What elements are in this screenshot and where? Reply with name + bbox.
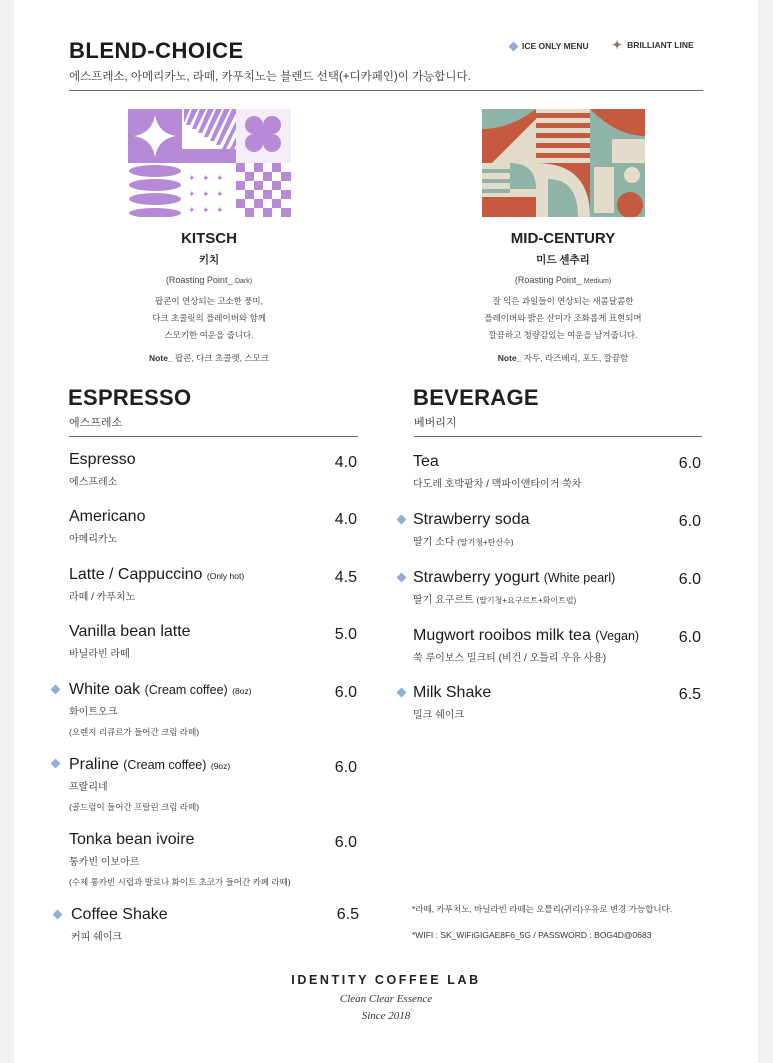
oat-milk-note: *라떼, 카푸치노, 바닐라빈 라떼는 오틀리(귀리)우유로 변경 가능합니다. <box>412 904 673 914</box>
item-description: (수제 통카빈 시럽과 발로나 화이트 초코가 들어간 카페 라떼) <box>69 877 291 887</box>
ice-only-diamond-icon <box>51 759 61 769</box>
item-price: 6.0 <box>678 629 701 646</box>
brand-slogan: Clean Clear Essence <box>339 993 433 1005</box>
item-price: 4.5 <box>334 569 357 586</box>
svg-text:✦: ✦ <box>202 189 210 199</box>
svg-text:✦: ✦ <box>202 205 210 215</box>
menu-page <box>14 0 758 1063</box>
brand-since: Since 2018 <box>361 1010 411 1022</box>
item-name: Mugwort rooibos milk tea (Vegan) <box>413 627 640 644</box>
item-price: 6.0 <box>334 684 357 701</box>
item-name-ko: 다도레 호박팥차 / 맥파이앤타이거 쑥차 <box>413 479 582 490</box>
espresso-title: ESPRESSO <box>68 385 192 410</box>
blend-notes: Note_ 자두, 라즈베리, 포도, 깔끔함 <box>497 353 629 363</box>
menu-item-espresso[interactable] <box>69 451 136 488</box>
item-price: 6.0 <box>678 513 701 530</box>
beverage-title-ko: 베버리지 <box>414 417 457 429</box>
item-name-ko: 쑥 루이보스 밀크티 (비건 / 오틀리 우유 사용) <box>413 653 607 664</box>
ice-only-diamond-icon <box>397 573 407 583</box>
page-title: BLEND-CHOICE <box>69 38 244 63</box>
blend-description: 잘 익은 과일들이 연상되는 새콤달콤한 플레이버와 밝은 산미가 조화롭게 표현되며 깔끔하고 청량감있는 여운을 남겨줍니다. <box>484 296 642 340</box>
item-name-ko: 딸기 소다 (딸기청+탄산수) <box>413 537 514 548</box>
menu-item-tonka-bean-ivoire[interactable] <box>69 831 291 888</box>
item-price: 6.0 <box>678 571 701 588</box>
mid-century-pattern-image <box>482 109 645 217</box>
svg-text:✦: ✦ <box>188 173 196 183</box>
wifi-note: *WIFI : SK_WiFiGIGAE8F6_5G / PASSWORD : BOG4D@0683 <box>412 930 652 940</box>
svg-text:✦: ✦ <box>216 173 224 183</box>
legend-ice-only <box>510 41 589 51</box>
item-name-ko: 에스프레소 <box>69 477 118 488</box>
menu-item-americano[interactable] <box>69 508 145 545</box>
blend-notes: Note_ 팝콘, 다크 초콜렛, 스모크 <box>149 353 269 363</box>
item-price: 5.0 <box>334 626 357 643</box>
legend-label: BRILLIANT LINE <box>627 40 694 50</box>
kitsch-pattern-image <box>128 109 291 217</box>
menu-item-white-oak[interactable] <box>69 681 252 738</box>
item-name-ko: 아메리카노 <box>69 534 118 545</box>
menu-item-tea[interactable] <box>413 453 581 490</box>
espresso-divider <box>69 436 358 437</box>
item-name: Americano <box>69 508 146 525</box>
menu-item-praline[interactable] <box>69 756 230 813</box>
blend-name: MID-CENTURY <box>510 230 616 247</box>
blend-kitsch <box>69 230 349 364</box>
item-name: Praline (Cream coffee) (9oz) <box>69 756 231 773</box>
item-name: Espresso <box>69 451 136 468</box>
item-name: Tea <box>413 453 439 470</box>
item-name: Vanilla bean latte <box>69 623 191 640</box>
blend-name: KITSCH <box>181 230 237 247</box>
item-name-ko: 딸기 요구르트 (딸기청+요구르트+화이트펄) <box>413 595 577 606</box>
svg-text:✦: ✦ <box>216 205 224 215</box>
item-price: 6.0 <box>678 455 701 472</box>
item-name: Strawberry yogurt (White pearl) <box>413 569 616 586</box>
ice-only-diamond-icon <box>397 688 407 698</box>
item-name-ko: 바닐라빈 라떼 <box>69 649 130 660</box>
page-subtitle: 에스프레소, 아메리카노, 라떼, 카푸치노는 블렌드 선택(+디카페인)이 가능합니다. <box>69 71 471 83</box>
svg-text:✦: ✦ <box>188 205 196 215</box>
roasting-point: (Roasting Point_ Dark) <box>165 275 253 285</box>
menu-item-latte-cappuccino[interactable] <box>69 566 244 603</box>
beverage-divider <box>414 436 702 437</box>
item-price: 4.0 <box>334 454 357 471</box>
item-description: (골드럼이 들어간 프랄린 크림 라떼) <box>69 802 200 812</box>
beverage-title: BEVERAGE <box>413 385 539 410</box>
item-price: 6.0 <box>334 834 357 851</box>
menu-item-coffee-shake[interactable] <box>71 906 168 943</box>
svg-text:✦: ✦ <box>216 189 224 199</box>
item-name: Latte / Cappuccino (Only hot) <box>69 566 245 583</box>
legend-label: ICE ONLY MENU <box>522 41 589 51</box>
header-divider <box>69 90 703 91</box>
ice-only-diamond-icon <box>51 685 61 695</box>
item-name: Coffee Shake <box>71 906 168 923</box>
item-price: 6.0 <box>334 759 357 776</box>
item-name: White oak (Cream coffee) (8oz) <box>69 681 252 698</box>
ice-only-diamond-icon <box>53 910 63 920</box>
star-icon: ✦ <box>612 38 623 52</box>
item-price: 4.0 <box>334 511 357 528</box>
item-price: 6.5 <box>336 906 359 923</box>
blend-description: 팝콘이 연상되는 고소한 풍미, 다크 초콜릿의 플레이버와 함께 스모키한 여운을 줍니다. <box>152 296 266 340</box>
blend-name-ko: 미드 센추리 <box>536 254 590 266</box>
roasting-point: (Roasting Point_ Medium) <box>514 275 612 285</box>
blend-mid-century <box>423 230 703 364</box>
item-name: Strawberry soda <box>413 511 530 528</box>
svg-text:✦: ✦ <box>202 173 210 183</box>
item-name-ko: 커피 쉐이크 <box>71 932 123 943</box>
item-price: 6.5 <box>678 686 701 703</box>
item-name: Tonka bean ivoire <box>69 831 195 848</box>
menu-item-strawberry-yogurt[interactable] <box>413 569 615 606</box>
diamond-icon <box>509 41 519 51</box>
item-name-ko: 화이트오크 <box>69 707 118 718</box>
legend-brilliant-line <box>612 39 694 51</box>
item-name-ko: 밀크 쉐이크 <box>413 710 465 721</box>
menu-item-mugwort-rooibos-milk-tea[interactable] <box>413 627 639 664</box>
brand-name: IDENTITY COFFEE LAB <box>291 973 481 987</box>
item-description: (오렌지 리큐르가 들어간 크림 라떼) <box>69 727 200 737</box>
menu-item-milk-shake[interactable] <box>413 684 491 721</box>
svg-text:✦: ✦ <box>188 189 196 199</box>
ice-only-diamond-icon <box>397 515 407 525</box>
item-name: Milk Shake <box>413 684 492 701</box>
item-name-ko: 라떼 / 카푸치노 <box>69 592 136 603</box>
item-name-ko: 통카빈 이보아르 <box>69 857 140 868</box>
item-name-ko: 프랄리네 <box>69 782 108 793</box>
menu-item-strawberry-soda[interactable] <box>413 511 530 548</box>
menu-item-vanilla-bean-latte[interactable] <box>69 623 191 660</box>
blend-name-ko: 키치 <box>198 254 220 266</box>
espresso-title-ko: 에스프레소 <box>69 417 123 429</box>
